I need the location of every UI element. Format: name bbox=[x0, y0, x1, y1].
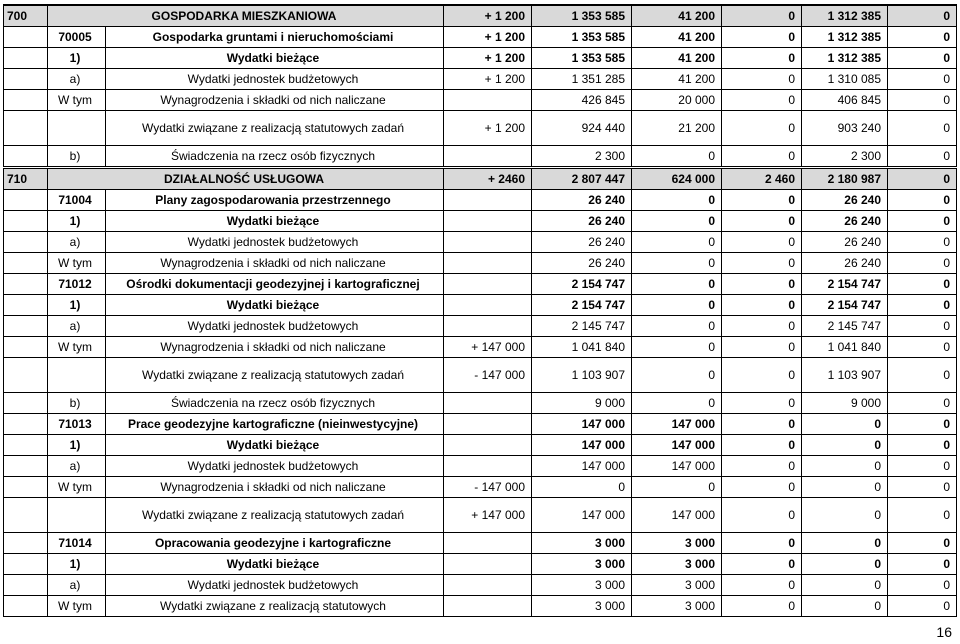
value-cell: 41 200 bbox=[632, 5, 722, 27]
value-cell: 0 bbox=[632, 274, 722, 295]
value-cell: 0 bbox=[888, 211, 957, 232]
marker-cell: 1) bbox=[48, 554, 106, 575]
plan-total-cell: 1 041 840 bbox=[532, 337, 632, 358]
section-row bbox=[4, 5, 957, 27]
table-row bbox=[4, 435, 957, 456]
description-cell: Wydatki bieżące bbox=[106, 211, 444, 232]
marker-cell: 71014 bbox=[48, 533, 106, 554]
value-cell: 0 bbox=[722, 414, 802, 435]
plan-total-cell: 1 103 907 bbox=[532, 358, 632, 393]
value-cell: 1 312 385 bbox=[802, 27, 888, 48]
plan-total-cell: 1 353 585 bbox=[532, 48, 632, 69]
description-cell: Ośrodki dokumentacji geodezyjnej i kartograficznej bbox=[106, 274, 444, 295]
value-cell: 3 000 bbox=[632, 596, 722, 617]
section-code-cell bbox=[4, 554, 48, 575]
value-cell: 0 bbox=[888, 90, 957, 111]
value-cell: 0 bbox=[722, 232, 802, 253]
value-cell: 0 bbox=[722, 27, 802, 48]
description-cell: Wydatki związane z realizacją statutowych zadań bbox=[106, 111, 444, 146]
value-cell: 2 154 747 bbox=[802, 295, 888, 316]
value-cell: 0 bbox=[722, 575, 802, 596]
section-code-cell bbox=[4, 211, 48, 232]
value-cell: 0 bbox=[888, 190, 957, 211]
value-cell: 3 000 bbox=[632, 554, 722, 575]
section-code-cell bbox=[4, 232, 48, 253]
value-cell: 0 bbox=[722, 48, 802, 69]
value-cell: 0 bbox=[722, 393, 802, 414]
marker-cell: 1) bbox=[48, 435, 106, 456]
section-code-cell bbox=[4, 456, 48, 477]
section-code-cell bbox=[4, 253, 48, 274]
change-cell bbox=[444, 554, 532, 575]
marker-cell: W tym bbox=[48, 477, 106, 498]
description-cell: Wydatki związane z realizacją statutowych zadań bbox=[106, 498, 444, 533]
value-cell: 0 bbox=[632, 477, 722, 498]
change-cell bbox=[444, 533, 532, 554]
value-cell: 0 bbox=[888, 295, 957, 316]
chapter-row bbox=[4, 414, 957, 435]
plan-total-cell: 147 000 bbox=[532, 498, 632, 533]
description-cell: Wydatki bieżące bbox=[106, 48, 444, 69]
value-cell: 41 200 bbox=[632, 69, 722, 90]
value-cell: 1 103 907 bbox=[802, 358, 888, 393]
section-code-cell bbox=[4, 27, 48, 48]
value-cell: 0 bbox=[722, 295, 802, 316]
value-cell: 0 bbox=[888, 48, 957, 69]
marker-cell: W tym bbox=[48, 596, 106, 617]
section-code-cell bbox=[4, 90, 48, 111]
plan-total-cell: 3 000 bbox=[532, 533, 632, 554]
change-cell: + 1 200 bbox=[444, 27, 532, 48]
description-cell: Wynagrodzenia i składki od nich naliczane bbox=[106, 90, 444, 111]
value-cell: 0 bbox=[888, 316, 957, 337]
value-cell: 2 145 747 bbox=[802, 316, 888, 337]
marker-cell: 1) bbox=[48, 295, 106, 316]
description-cell: Świadczenia na rzecz osób fizycznych bbox=[106, 146, 444, 168]
page-number: 16 bbox=[936, 624, 952, 640]
description-cell: Wydatki bieżące bbox=[106, 295, 444, 316]
chapter-row bbox=[4, 274, 957, 295]
change-cell bbox=[444, 211, 532, 232]
value-cell: 26 240 bbox=[802, 232, 888, 253]
plan-total-cell: 147 000 bbox=[532, 456, 632, 477]
marker-cell bbox=[48, 498, 106, 533]
value-cell: 0 bbox=[802, 533, 888, 554]
change-cell: - 147 000 bbox=[444, 477, 532, 498]
value-cell: 0 bbox=[632, 232, 722, 253]
value-cell: 0 bbox=[722, 5, 802, 27]
plan-total-cell: 9 000 bbox=[532, 393, 632, 414]
value-cell: 26 240 bbox=[802, 253, 888, 274]
value-cell: 0 bbox=[632, 253, 722, 274]
value-cell: 0 bbox=[888, 393, 957, 414]
value-cell: 0 bbox=[888, 477, 957, 498]
value-cell: 0 bbox=[722, 90, 802, 111]
change-cell: + 2460 bbox=[444, 168, 532, 190]
marker-cell: b) bbox=[48, 393, 106, 414]
value-cell: 0 bbox=[888, 27, 957, 48]
value-cell: 0 bbox=[888, 435, 957, 456]
section-code-cell bbox=[4, 533, 48, 554]
section-code-cell bbox=[4, 393, 48, 414]
value-cell: 0 bbox=[888, 456, 957, 477]
budget-table-body bbox=[4, 5, 957, 617]
section-code-cell bbox=[4, 48, 48, 69]
section-code-cell bbox=[4, 69, 48, 90]
marker-cell: b) bbox=[48, 146, 106, 168]
budget-table bbox=[3, 4, 957, 617]
plan-total-cell: 3 000 bbox=[532, 575, 632, 596]
change-cell bbox=[444, 232, 532, 253]
marker-cell: W tym bbox=[48, 253, 106, 274]
marker-cell: 1) bbox=[48, 211, 106, 232]
value-cell: 0 bbox=[722, 253, 802, 274]
table-row bbox=[4, 111, 957, 146]
section-code-cell bbox=[4, 274, 48, 295]
value-cell: 9 000 bbox=[802, 393, 888, 414]
value-cell: 2 300 bbox=[802, 146, 888, 168]
plan-total-cell: 1 353 585 bbox=[532, 27, 632, 48]
table-row bbox=[4, 232, 957, 253]
value-cell: 0 bbox=[722, 316, 802, 337]
change-cell bbox=[444, 190, 532, 211]
description-cell: Wydatki jednostek budżetowych bbox=[106, 456, 444, 477]
value-cell: 0 bbox=[632, 190, 722, 211]
change-cell bbox=[444, 435, 532, 456]
plan-total-cell: 26 240 bbox=[532, 211, 632, 232]
table-row bbox=[4, 575, 957, 596]
change-cell bbox=[444, 253, 532, 274]
value-cell: 0 bbox=[888, 69, 957, 90]
value-cell: 3 000 bbox=[632, 575, 722, 596]
section-code-cell bbox=[4, 596, 48, 617]
section-code-cell bbox=[4, 190, 48, 211]
marker-cell: 71012 bbox=[48, 274, 106, 295]
value-cell: 0 bbox=[722, 337, 802, 358]
description-cell: Wydatki bieżące bbox=[106, 435, 444, 456]
marker-cell: a) bbox=[48, 456, 106, 477]
value-cell: 26 240 bbox=[802, 190, 888, 211]
value-cell: 0 bbox=[888, 554, 957, 575]
table-row bbox=[4, 69, 957, 90]
plan-total-cell: 2 154 747 bbox=[532, 274, 632, 295]
value-cell: 26 240 bbox=[802, 211, 888, 232]
value-cell: 0 bbox=[802, 596, 888, 617]
value-cell: 0 bbox=[632, 393, 722, 414]
plan-total-cell: 426 845 bbox=[532, 90, 632, 111]
description-cell: Wydatki jednostek budżetowych bbox=[106, 316, 444, 337]
section-code-cell bbox=[4, 111, 48, 146]
table-row bbox=[4, 498, 957, 533]
table-row bbox=[4, 393, 957, 414]
value-cell: 147 000 bbox=[632, 435, 722, 456]
value-cell: 0 bbox=[888, 232, 957, 253]
value-cell: 0 bbox=[888, 168, 957, 190]
description-cell: Wydatki bieżące bbox=[106, 554, 444, 575]
value-cell: 0 bbox=[632, 337, 722, 358]
value-cell: 903 240 bbox=[802, 111, 888, 146]
table-row bbox=[4, 90, 957, 111]
value-cell: 0 bbox=[722, 211, 802, 232]
value-cell: 0 bbox=[888, 337, 957, 358]
plan-total-cell: 2 300 bbox=[532, 146, 632, 168]
value-cell: 41 200 bbox=[632, 27, 722, 48]
plan-total-cell: 26 240 bbox=[532, 190, 632, 211]
description-cell: Prace geodezyjne kartograficzne (nieinwestycyjne) bbox=[106, 414, 444, 435]
change-cell: + 1 200 bbox=[444, 5, 532, 27]
value-cell: 0 bbox=[888, 111, 957, 146]
value-cell: 406 845 bbox=[802, 90, 888, 111]
plan-total-cell: 2 145 747 bbox=[532, 316, 632, 337]
value-cell: 0 bbox=[802, 414, 888, 435]
value-cell: 0 bbox=[888, 596, 957, 617]
marker-cell: W tym bbox=[48, 90, 106, 111]
change-cell: - 147 000 bbox=[444, 358, 532, 393]
change-cell bbox=[444, 414, 532, 435]
value-cell: 0 bbox=[802, 498, 888, 533]
description-cell: Wydatki jednostek budżetowych bbox=[106, 232, 444, 253]
section-code-cell bbox=[4, 337, 48, 358]
section-name-cell: GOSPODARKA MIESZKANIOWA bbox=[48, 5, 444, 27]
change-cell: + 1 200 bbox=[444, 48, 532, 69]
marker-cell: 1) bbox=[48, 48, 106, 69]
change-cell bbox=[444, 316, 532, 337]
table-row bbox=[4, 211, 957, 232]
section-code-cell bbox=[4, 316, 48, 337]
value-cell: 0 bbox=[722, 596, 802, 617]
marker-cell: 71013 bbox=[48, 414, 106, 435]
marker-cell bbox=[48, 111, 106, 146]
description-cell: Wydatki związane z realizacją statutowych zadań bbox=[106, 358, 444, 393]
value-cell: 1 312 385 bbox=[802, 48, 888, 69]
description-cell: Wynagrodzenia i składki od nich naliczane bbox=[106, 337, 444, 358]
value-cell: 0 bbox=[888, 414, 957, 435]
value-cell: 0 bbox=[802, 477, 888, 498]
value-cell: 0 bbox=[802, 575, 888, 596]
description-cell: Świadczenia na rzecz osób fizycznych bbox=[106, 393, 444, 414]
section-code-cell bbox=[4, 146, 48, 168]
description-cell: Wydatki związane z realizacją statutowych bbox=[106, 596, 444, 617]
value-cell: 0 bbox=[722, 274, 802, 295]
description-cell: Wynagrodzenia i składki od nich naliczane bbox=[106, 253, 444, 274]
table-row bbox=[4, 477, 957, 498]
section-code-cell: 710 bbox=[4, 168, 48, 190]
plan-total-cell: 147 000 bbox=[532, 414, 632, 435]
value-cell: 1 310 085 bbox=[802, 69, 888, 90]
value-cell: 0 bbox=[888, 274, 957, 295]
plan-total-cell: 2 154 747 bbox=[532, 295, 632, 316]
value-cell: 0 bbox=[888, 575, 957, 596]
value-cell: 0 bbox=[722, 498, 802, 533]
value-cell: 21 200 bbox=[632, 111, 722, 146]
value-cell: 0 bbox=[888, 498, 957, 533]
marker-cell bbox=[48, 358, 106, 393]
plan-total-cell: 3 000 bbox=[532, 596, 632, 617]
value-cell: 147 000 bbox=[632, 498, 722, 533]
section-code-cell bbox=[4, 477, 48, 498]
section-code-cell bbox=[4, 498, 48, 533]
chapter-row bbox=[4, 533, 957, 554]
section-code-cell bbox=[4, 358, 48, 393]
marker-cell: 71004 bbox=[48, 190, 106, 211]
table-row bbox=[4, 554, 957, 575]
marker-cell: a) bbox=[48, 316, 106, 337]
table-row bbox=[4, 48, 957, 69]
table-row bbox=[4, 358, 957, 393]
value-cell: 0 bbox=[632, 316, 722, 337]
plan-total-cell: 2 807 447 bbox=[532, 168, 632, 190]
value-cell: 0 bbox=[632, 295, 722, 316]
value-cell: 20 000 bbox=[632, 90, 722, 111]
change-cell bbox=[444, 456, 532, 477]
plan-total-cell: 3 000 bbox=[532, 554, 632, 575]
value-cell: 2 460 bbox=[722, 168, 802, 190]
table-row bbox=[4, 146, 957, 168]
value-cell: 0 bbox=[888, 5, 957, 27]
value-cell: 0 bbox=[722, 358, 802, 393]
plan-total-cell: 26 240 bbox=[532, 253, 632, 274]
value-cell: 0 bbox=[722, 111, 802, 146]
section-code-cell bbox=[4, 435, 48, 456]
value-cell: 0 bbox=[722, 533, 802, 554]
plan-total-cell: 147 000 bbox=[532, 435, 632, 456]
chapter-row bbox=[4, 190, 957, 211]
value-cell: 0 bbox=[722, 554, 802, 575]
table-row bbox=[4, 253, 957, 274]
value-cell: 0 bbox=[722, 477, 802, 498]
change-cell: + 147 000 bbox=[444, 498, 532, 533]
description-cell: Opracowania geodezyjne i kartograficzne bbox=[106, 533, 444, 554]
change-cell bbox=[444, 596, 532, 617]
value-cell: 0 bbox=[888, 533, 957, 554]
value-cell: 1 041 840 bbox=[802, 337, 888, 358]
marker-cell: 70005 bbox=[48, 27, 106, 48]
plan-total-cell: 924 440 bbox=[532, 111, 632, 146]
change-cell: + 147 000 bbox=[444, 337, 532, 358]
value-cell: 0 bbox=[722, 190, 802, 211]
value-cell: 0 bbox=[632, 211, 722, 232]
description-cell: Wydatki jednostek budżetowych bbox=[106, 69, 444, 90]
table-row bbox=[4, 596, 957, 617]
table-row bbox=[4, 337, 957, 358]
plan-total-cell: 26 240 bbox=[532, 232, 632, 253]
change-cell bbox=[444, 575, 532, 596]
change-cell bbox=[444, 295, 532, 316]
value-cell: 0 bbox=[722, 69, 802, 90]
section-code-cell bbox=[4, 295, 48, 316]
chapter-row bbox=[4, 27, 957, 48]
marker-cell: a) bbox=[48, 575, 106, 596]
value-cell: 0 bbox=[722, 456, 802, 477]
table-row bbox=[4, 295, 957, 316]
table-row bbox=[4, 316, 957, 337]
marker-cell: a) bbox=[48, 232, 106, 253]
value-cell: 624 000 bbox=[632, 168, 722, 190]
value-cell: 0 bbox=[722, 146, 802, 168]
value-cell: 0 bbox=[888, 146, 957, 168]
value-cell: 147 000 bbox=[632, 414, 722, 435]
value-cell: 0 bbox=[632, 358, 722, 393]
plan-total-cell: 0 bbox=[532, 477, 632, 498]
description-cell: Wydatki jednostek budżetowych bbox=[106, 575, 444, 596]
description-cell: Plany zagospodarowania przestrzennego bbox=[106, 190, 444, 211]
table-row bbox=[4, 456, 957, 477]
value-cell: 0 bbox=[802, 554, 888, 575]
plan-total-cell: 1 351 285 bbox=[532, 69, 632, 90]
change-cell bbox=[444, 90, 532, 111]
description-cell: Gospodarka gruntami i nieruchomościami bbox=[106, 27, 444, 48]
value-cell: 147 000 bbox=[632, 456, 722, 477]
section-code-cell: 700 bbox=[4, 5, 48, 27]
value-cell: 3 000 bbox=[632, 533, 722, 554]
marker-cell: W tym bbox=[48, 337, 106, 358]
value-cell: 0 bbox=[802, 456, 888, 477]
change-cell: + 1 200 bbox=[444, 111, 532, 146]
value-cell: 2 154 747 bbox=[802, 274, 888, 295]
change-cell bbox=[444, 274, 532, 295]
marker-cell: a) bbox=[48, 69, 106, 90]
section-code-cell bbox=[4, 575, 48, 596]
change-cell: + 1 200 bbox=[444, 69, 532, 90]
section-name-cell: DZIAŁALNOŚĆ USŁUGOWA bbox=[48, 168, 444, 190]
value-cell: 0 bbox=[802, 435, 888, 456]
change-cell bbox=[444, 146, 532, 168]
value-cell: 0 bbox=[632, 146, 722, 168]
plan-total-cell: 1 353 585 bbox=[532, 5, 632, 27]
value-cell: 0 bbox=[888, 358, 957, 393]
description-cell: Wynagrodzenia i składki od nich naliczane bbox=[106, 477, 444, 498]
value-cell: 0 bbox=[888, 253, 957, 274]
section-row bbox=[4, 168, 957, 190]
value-cell: 1 312 385 bbox=[802, 5, 888, 27]
value-cell: 41 200 bbox=[632, 48, 722, 69]
change-cell bbox=[444, 393, 532, 414]
value-cell: 2 180 987 bbox=[802, 168, 888, 190]
value-cell: 0 bbox=[722, 435, 802, 456]
section-code-cell bbox=[4, 414, 48, 435]
